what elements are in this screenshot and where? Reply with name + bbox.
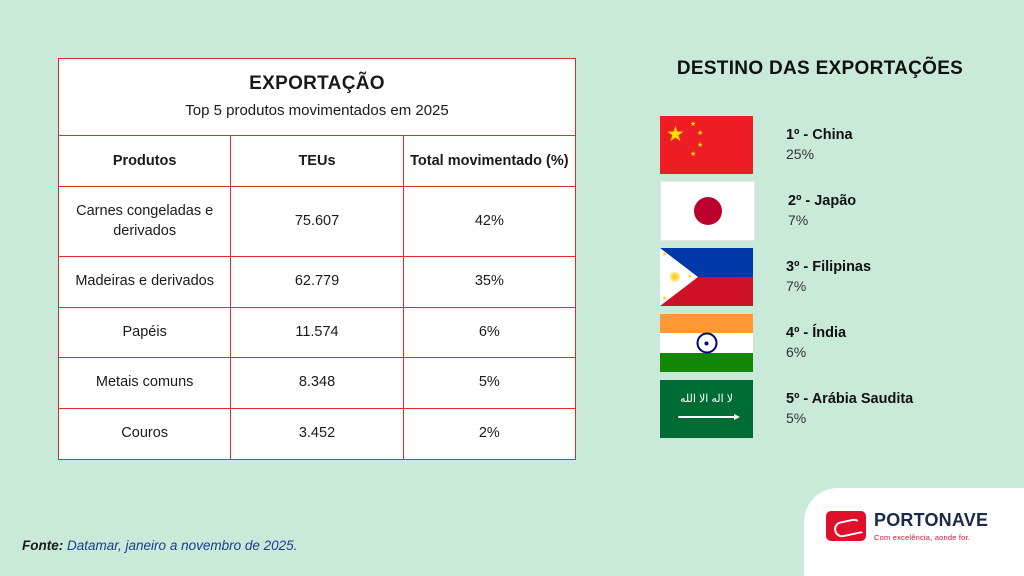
star-icon: ★ [697,130,704,137]
table-header-row [59,136,576,187]
brand-name: PORTONAVE [874,510,989,530]
destination-percent: 25% [786,146,815,163]
cell-teus: 3.452 [231,408,403,459]
column-header-total: Total movimentado (%) [403,136,575,187]
destination-text [786,389,913,429]
table-title-cell [59,59,576,136]
flag-saudi-arabia-icon [660,380,753,438]
cell-total: 2% [403,408,575,459]
destination-rank: 3º - Filipinas [786,259,872,276]
flag-stripe [660,314,753,333]
flag-india-icon [660,314,753,372]
cell-total: 6% [403,307,575,358]
destination-text [786,323,846,363]
source-note [22,538,297,553]
cell-teus: 62.779 [231,257,403,308]
star-icon: ★ [687,274,693,280]
brand-logo [826,510,988,542]
cell-produto: Carnes congeladas e derivados [59,187,231,257]
destination-percent: 7% [786,278,807,295]
cell-teus: 11.574 [231,307,403,358]
star-icon: ★ [662,252,668,258]
flag-japan-icon [660,181,755,241]
cell-produto: Madeiras e derivados [59,257,231,308]
destination-text [788,191,856,231]
export-table [58,58,576,460]
star-icon: ★ [690,121,697,128]
destination-item-arabia-saudita [660,376,1000,442]
star-icon: ★ [662,296,668,302]
destinations-list [660,112,1000,442]
table-row [59,358,576,409]
destination-item-filipinas [660,244,1000,310]
brand-slogan: Com excelência, aonde for. [874,533,971,542]
export-table-card [58,58,576,460]
star-icon: ★ [697,142,704,149]
table-row [59,257,576,308]
sun-icon: ✺ [669,269,681,285]
cell-produto: Metais comuns [59,358,231,409]
destination-text [786,257,871,297]
flag-stripe [660,353,753,372]
flag-philippines-icon [660,248,753,306]
cell-teus: 8.348 [231,358,403,409]
destination-percent: 7% [788,212,809,229]
table-subtitle: Top 5 produtos movimentados em 2025 [185,102,449,119]
sun-disc-icon [694,197,722,225]
star-icon: ★ [666,123,685,146]
cell-total: 42% [403,187,575,257]
table-row [59,408,576,459]
table-title-row [59,59,576,136]
destinations-title: DESTINO DAS EXPORTAÇÕES [676,58,964,79]
brand-logo-block [804,488,1024,576]
destination-item-china [660,112,1000,178]
cell-teus: 75.607 [231,187,403,257]
destination-rank: 5º - Arábia Saudita [786,391,914,408]
destination-text [786,125,853,165]
destination-percent: 5% [786,410,807,427]
ashoka-chakra-icon [696,333,717,354]
flag-china-icon [660,116,753,174]
column-header-teus: TEUs [231,136,403,187]
destination-percent: 6% [786,344,807,361]
destination-rank: 1º - China [786,127,853,144]
sword-icon [678,416,735,418]
destination-item-japao [660,178,1000,244]
source-text: Datamar, janeiro a novembro de 2025. [67,538,298,553]
destination-rank: 4º - Índia [786,325,847,342]
table-row [59,187,576,257]
star-icon: ★ [690,151,697,158]
source-label: Fonte: [22,538,64,553]
cell-total: 35% [403,257,575,308]
destination-item-india [660,310,1000,376]
destination-rank: 2º - Japão [788,193,857,210]
column-header-produtos: Produtos [59,136,231,187]
table-title: EXPORTAÇÃO [249,73,385,94]
cell-produto: Papéis [59,307,231,358]
shahada-script: ﻻ ﺍﻟﻪ ﺍﻻ ﺍﻟﻠﻪ [679,393,734,405]
table-row [59,307,576,358]
portonave-mark-icon [826,511,866,541]
cell-produto: Couros [59,408,231,459]
brand-text [874,510,988,542]
cell-total: 5% [403,358,575,409]
